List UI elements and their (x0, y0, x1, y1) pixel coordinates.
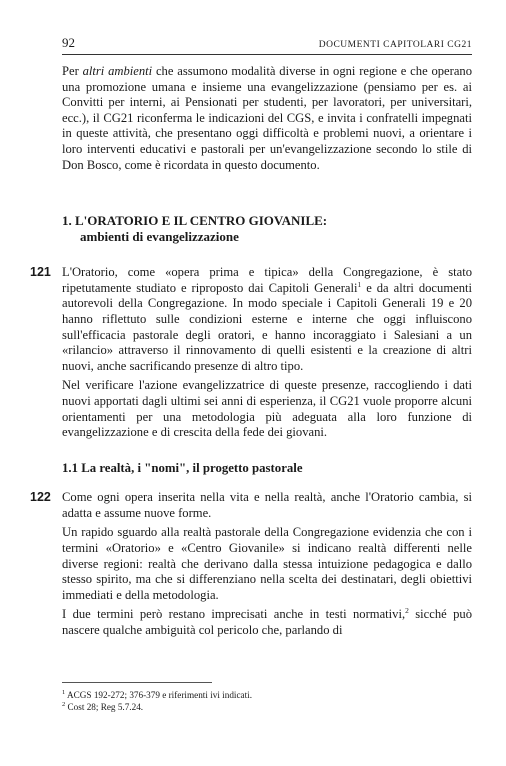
paragraph-121-2: Nel verificare l'azione evangelizzatrice di queste presenze, raccogliendo i dati nuovi apportati dagli ultimi sei anni di esperienza, il CG21 vuole proporre alcuni orientamenti per una metodologia più adeguata alla loro funzione di evangelizzazione e di crescita della fede dei giovani. (62, 378, 472, 440)
footnote-mark-2: 2 (62, 700, 66, 708)
paragraph-122-2: Un rapido sguardo alla realtà pastorale della Congregazione evidenzia che con i termini «Oratorio» e «Centro Giovanile» si indicano realtà differenti nelle diverse regioni: realtà che derivano dalla stessa intuizione pedagogica e dallo stesso spirito, ma che si differenziano nella scelta dei destinatari, degli obiettivi immediati e della metodologia. (62, 525, 472, 602)
paragraph-121-1-text-b: e da altri documenti autorevoli della Congregazione. In modo speciale i Capitoli Generali 19 e 20 hanno riflettuto sulle condizioni esterne e interne che oggi influiscono sull'efficacia pastorale degli oratori, e hanno incoraggiato i Salesiani a un «rilancio» attraverso il rinnovamento di quelli esistenti e la creazione di altri nuovi, anche sacrificando presenze di altro tipo. (62, 280, 472, 373)
paragraph-122-3 (62, 607, 472, 638)
footnote-divider (62, 682, 212, 683)
section-heading-line1: 1. L'ORATORIO E IL CENTRO GIOVANILE: (62, 213, 328, 229)
intro-paragraph (62, 64, 472, 173)
numbered-block-122 (30, 490, 473, 638)
marginal-number-121: 121 (30, 265, 51, 280)
footnote-ref-1: 1 (357, 279, 362, 289)
footnote-2 (62, 701, 472, 713)
page-body (30, 64, 473, 639)
footnote-mark-1: 1 (62, 688, 66, 696)
subsection-heading: 1.1 La realtà, i "nomi", il progetto pastorale (62, 460, 303, 475)
intro-emphasis: altri ambienti (82, 64, 153, 78)
footnotes (62, 682, 472, 713)
paragraph-121-1 (62, 265, 472, 374)
page-header (62, 35, 472, 55)
numbered-block-121 (30, 265, 472, 441)
section-heading-line2: ambienti di evangelizzazione (80, 229, 239, 245)
footnote-1 (62, 689, 472, 701)
paragraph-122-3-text-b: sicché può nascere qualche ambiguità col pericolo che, parlando di (62, 607, 473, 638)
intro-rest: che assumono modalità diverse in ogni regione e che operano una promozione umana e insieme una evangelizzazione (pensiamo per es. ai Convitti per interni, ai Pensionati per studenti, per lavoratori, per universitari, ecc.), il CG21 riconferma le indicazioni del CGS, e invita i confratelli impegnati in queste attività, che presentano oggi difficoltà e problemi nuovi, a orientare i loro interventi educativi e pastorali per un'evangelizzazione secondo lo stile di Don Bosco, come è ricordata in questo documento. (62, 64, 473, 172)
paragraph-122-1: Come ogni opera inserita nella vita e nella realtà, anche l'Oratorio cambia, si adatta e assume nuove forme. (62, 490, 472, 520)
page-number: 92 (62, 35, 75, 50)
footnote-ref-2: 2 (405, 606, 409, 616)
footnote-text-1: ACGS 192-272; 376-379 e riferimenti ivi indicati. (65, 690, 253, 700)
footnote-text-2: Cost 28; Reg 5.7.24. (65, 702, 144, 712)
intro-lead: Per (62, 64, 83, 78)
paragraph-121-1-text-a: L'Oratorio, come «opera prima e tipica» della Congregazione, è stato ripetutamente studiato e riproposto dai Capitoli Generali (62, 265, 472, 295)
marginal-number-122: 122 (30, 490, 51, 505)
section-heading (62, 213, 472, 245)
running-head: DOCUMENTI CAPITOLARI CG21 (318, 40, 472, 50)
paragraph-122-3-text-a: I due termini però restano imprecisati anche in testi normativi, (62, 607, 406, 622)
